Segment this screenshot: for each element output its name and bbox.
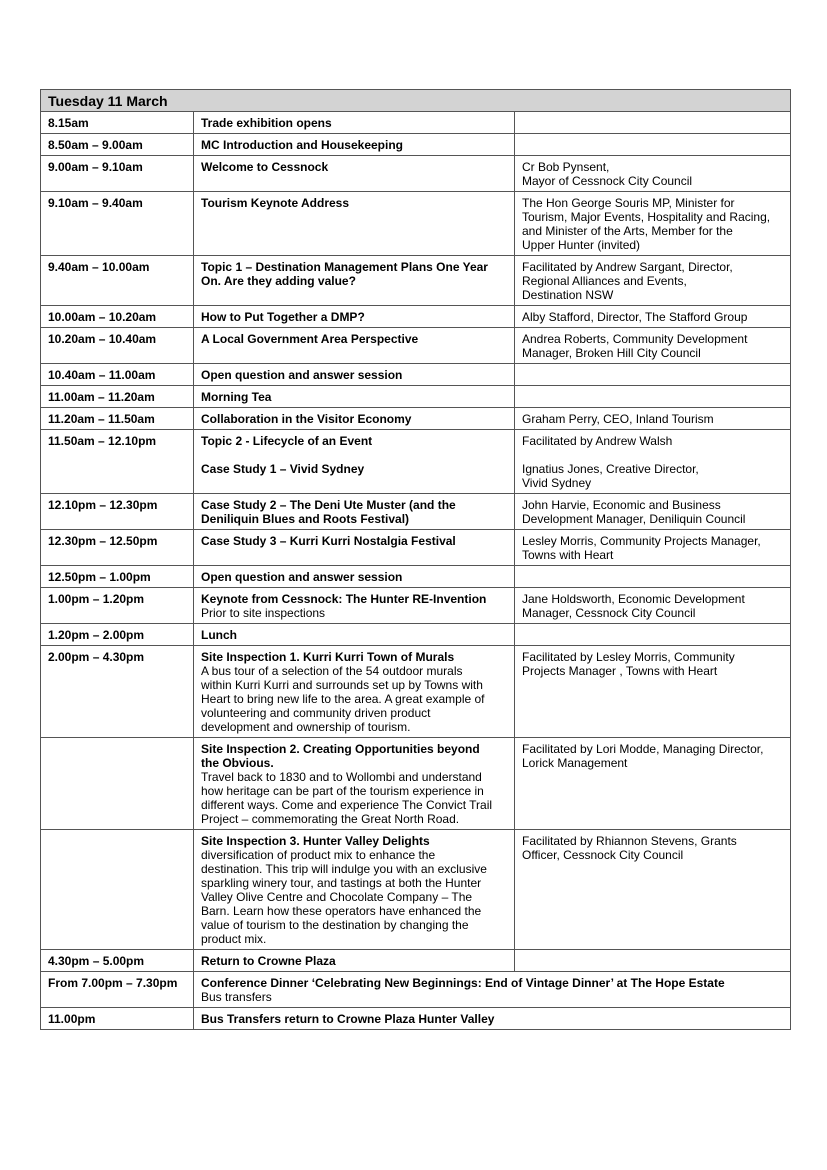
session-title: Return to Crowne Plaza	[201, 954, 336, 968]
speaker-text: Towns with Heart	[522, 548, 614, 562]
session-cell	[194, 408, 515, 430]
session-description: how heritage can be part of the tourism experience in	[201, 784, 484, 798]
session-cell	[194, 646, 515, 738]
session-cell	[194, 306, 515, 328]
speaker-text: Manager, Cessnock City Council	[522, 606, 696, 620]
schedule-row	[41, 156, 791, 192]
schedule-body	[41, 90, 791, 1030]
session-description: Valley Olive Centre and Chocolate Company – The	[201, 890, 473, 904]
session-title: Topic 1 – Destination Management Plans One Year	[201, 260, 488, 274]
speaker-text: Facilitated by Andrew Walsh	[522, 434, 673, 448]
time-cell: 11.00am – 11.20am	[41, 386, 194, 408]
speaker-cell	[515, 566, 791, 588]
time-cell: 11.20am – 11.50am	[41, 408, 194, 430]
time-cell: 8.15am	[41, 112, 194, 134]
speaker-text: Lorick Management	[522, 756, 628, 770]
session-title: Case Study 3 – Kurri Kurri Nostalgia Festival	[201, 534, 456, 548]
time-cell: 11.00pm	[41, 1008, 194, 1030]
schedule-row	[41, 494, 791, 530]
time-cell: 10.40am – 11.00am	[41, 364, 194, 386]
session-title: Case Study 2 – The Deni Ute Muster (and the	[201, 498, 456, 512]
session-title: MC Introduction and Housekeeping	[201, 138, 404, 152]
schedule-row	[41, 530, 791, 566]
session-cell	[194, 328, 515, 364]
schedule-row	[41, 306, 791, 328]
session-title: Tourism Keynote Address	[201, 196, 350, 210]
speaker-text: Upper Hunter (invited)	[522, 238, 641, 252]
schedule-row	[41, 134, 791, 156]
time-cell: 11.50am – 12.10pm	[41, 430, 194, 494]
session-cell	[194, 192, 515, 256]
session-title: Bus Transfers return to Crowne Plaza Hunter Valley	[201, 1012, 495, 1026]
session-title: Site Inspection 1. Kurri Kurri Town of Murals	[201, 650, 455, 664]
schedule-row	[41, 830, 791, 950]
time-cell: From 7.00pm – 7.30pm	[41, 972, 194, 1008]
speaker-text: Facilitated by Andrew Sargant, Director,	[522, 260, 733, 274]
speaker-text: Projects Manager , Towns with Heart	[522, 664, 718, 678]
session-cell	[194, 566, 515, 588]
session-title: Keynote from Cessnock: The Hunter RE-Invention	[201, 592, 487, 606]
speaker-cell	[515, 646, 791, 738]
time-cell	[41, 738, 194, 830]
time-cell: 9.40am – 10.00am	[41, 256, 194, 306]
schedule-row	[41, 588, 791, 624]
session-title: Deniliquin Blues and Roots Festival)	[201, 512, 410, 526]
speaker-text: John Harvie, Economic and Business	[522, 498, 721, 512]
session-title: Collaboration in the Visitor Economy	[201, 412, 412, 426]
session-cell	[194, 134, 515, 156]
schedule-row	[41, 256, 791, 306]
session-cell	[194, 256, 515, 306]
session-description: Prior to site inspections	[201, 606, 326, 620]
speaker-cell	[515, 430, 791, 494]
session-title: Site Inspection 2. Creating Opportunities beyond	[201, 742, 480, 756]
session-cell	[194, 530, 515, 566]
speaker-text: Ignatius Jones, Creative Director,	[522, 462, 699, 476]
schedule-row	[41, 112, 791, 134]
time-cell: 8.50am – 9.00am	[41, 134, 194, 156]
speaker-text: Vivid Sydney	[522, 476, 592, 490]
schedule-row	[41, 364, 791, 386]
session-title: Open question and answer session	[201, 570, 403, 584]
time-cell: 12.30pm – 12.50pm	[41, 530, 194, 566]
session-title: How to Put Together a DMP?	[201, 310, 365, 324]
session-cell	[194, 738, 515, 830]
speaker-text: Facilitated by Lori Modde, Managing Director,	[522, 742, 764, 756]
speaker-text: Andrea Roberts, Community Development	[522, 332, 748, 346]
schedule-row	[41, 408, 791, 430]
day-header: Tuesday 11 March	[41, 90, 791, 112]
schedule-row	[41, 430, 791, 494]
schedule-row	[41, 624, 791, 646]
speaker-cell	[515, 408, 791, 430]
speaker-cell	[515, 328, 791, 364]
schedule-row	[41, 386, 791, 408]
speaker-text: Facilitated by Rhiannon Stevens, Grants	[522, 834, 737, 848]
schedule-row	[41, 950, 791, 972]
session-description: Project – commemorating the Great North Road.	[201, 812, 460, 826]
session-description: development and ownership of tourism.	[201, 720, 411, 734]
session-description: within Kurri Kurri and surrounds set up by Towns with	[201, 678, 483, 692]
time-cell: 9.10am – 9.40am	[41, 192, 194, 256]
speaker-text: Cr Bob Pynsent,	[522, 160, 610, 174]
session-description: A bus tour of a selection of the 54 outdoor murals	[201, 664, 463, 678]
session-title: Lunch	[201, 628, 237, 642]
speaker-text: Manager, Broken Hill City Council	[522, 346, 701, 360]
speaker-text: Jane Holdsworth, Economic Development	[522, 592, 745, 606]
session-description: Heart to bring new life to the area. A great example of	[201, 692, 485, 706]
speaker-text: Facilitated by Lesley Morris, Community	[522, 650, 735, 664]
speaker-text: Mayor of Cessnock City Council	[522, 174, 693, 188]
session-title: Site Inspection 3. Hunter Valley Delights	[201, 834, 430, 848]
speaker-cell	[515, 364, 791, 386]
session-description: destination. This trip will indulge you with an exclusive	[201, 862, 487, 876]
speaker-cell	[515, 588, 791, 624]
session-description: Barn. Learn how these operators have enhanced the	[201, 904, 482, 918]
speaker-cell	[515, 156, 791, 192]
speaker-text: Development Manager, Deniliquin Council	[522, 512, 746, 526]
time-cell	[41, 830, 194, 950]
speaker-cell	[515, 386, 791, 408]
speaker-text: Graham Perry, CEO, Inland Tourism	[522, 412, 714, 426]
speaker-cell	[515, 530, 791, 566]
session-cell	[194, 624, 515, 646]
session-title: Case Study 1 – Vivid Sydney	[201, 462, 365, 476]
time-cell: 1.00pm – 1.20pm	[41, 588, 194, 624]
schedule-row	[41, 972, 791, 1008]
session-description: Travel back to 1830 and to Wollombi and understand	[201, 770, 482, 784]
speaker-text: Tourism, Major Events, Hospitality and Racing,	[522, 210, 771, 224]
day-header-row	[41, 90, 791, 112]
speaker-cell	[515, 494, 791, 530]
speaker-text: Lesley Morris, Community Projects Manager,	[522, 534, 761, 548]
session-cell	[194, 830, 515, 950]
schedule-row	[41, 738, 791, 830]
session-description: diversification of product mix to enhance the	[201, 848, 436, 862]
time-cell: 12.50pm – 1.00pm	[41, 566, 194, 588]
time-cell: 4.30pm – 5.00pm	[41, 950, 194, 972]
session-description: volunteering and community driven product	[201, 706, 431, 720]
time-cell: 12.10pm – 12.30pm	[41, 494, 194, 530]
speaker-cell	[515, 624, 791, 646]
session-description: Bus transfers	[201, 990, 272, 1004]
time-cell: 9.00am – 9.10am	[41, 156, 194, 192]
time-cell: 10.00am – 10.20am	[41, 306, 194, 328]
speaker-text: The Hon George Souris MP, Minister for	[522, 196, 735, 210]
schedule-row	[41, 328, 791, 364]
session-cell	[194, 972, 791, 1008]
speaker-text: Destination NSW	[522, 288, 614, 302]
session-description: product mix.	[201, 932, 267, 946]
time-cell: 2.00pm – 4.30pm	[41, 646, 194, 738]
speaker-cell	[515, 192, 791, 256]
speaker-text: Officer, Cessnock City Council	[522, 848, 684, 862]
session-cell	[194, 1008, 791, 1030]
schedule-row	[41, 566, 791, 588]
schedule-row	[41, 1008, 791, 1030]
session-cell	[194, 386, 515, 408]
session-cell	[194, 950, 515, 972]
speaker-cell	[515, 306, 791, 328]
session-cell	[194, 588, 515, 624]
session-cell	[194, 156, 515, 192]
session-title: the Obvious.	[201, 756, 274, 770]
spacer	[201, 448, 507, 462]
speaker-cell	[515, 738, 791, 830]
speaker-text: Alby Stafford, Director, The Stafford Group	[522, 310, 748, 324]
speaker-text: and Minister of the Arts, Member for the	[522, 224, 733, 238]
session-title: On. Are they adding value?	[201, 274, 356, 288]
speaker-cell	[515, 256, 791, 306]
speaker-cell	[515, 134, 791, 156]
session-cell	[194, 112, 515, 134]
session-title: A Local Government Area Perspective	[201, 332, 419, 346]
speaker-cell	[515, 830, 791, 950]
schedule-table	[40, 89, 791, 1030]
session-cell	[194, 364, 515, 386]
session-title: Trade exhibition opens	[201, 116, 332, 130]
session-title: Conference Dinner ‘Celebrating New Beginnings: End of Vintage Dinner’ at The Hope Estate	[201, 976, 725, 990]
schedule-row	[41, 646, 791, 738]
spacer	[522, 448, 783, 462]
speaker-cell	[515, 112, 791, 134]
session-cell	[194, 494, 515, 530]
session-title: Welcome to Cessnock	[201, 160, 329, 174]
time-cell: 1.20pm – 2.00pm	[41, 624, 194, 646]
schedule-row	[41, 192, 791, 256]
session-description: value of tourism to the destination by changing the	[201, 918, 469, 932]
session-description: different ways. Come and experience The Convict Trail	[201, 798, 493, 812]
session-description: sparkling winery tour, and tastings at both the Hunter	[201, 876, 482, 890]
session-title: Open question and answer session	[201, 368, 403, 382]
speaker-text: Regional Alliances and Events,	[522, 274, 687, 288]
time-cell: 10.20am – 10.40am	[41, 328, 194, 364]
speaker-cell	[515, 950, 791, 972]
session-title: Topic 2 - Lifecycle of an Event	[201, 434, 373, 448]
session-cell	[194, 430, 515, 494]
session-title: Morning Tea	[201, 390, 272, 404]
